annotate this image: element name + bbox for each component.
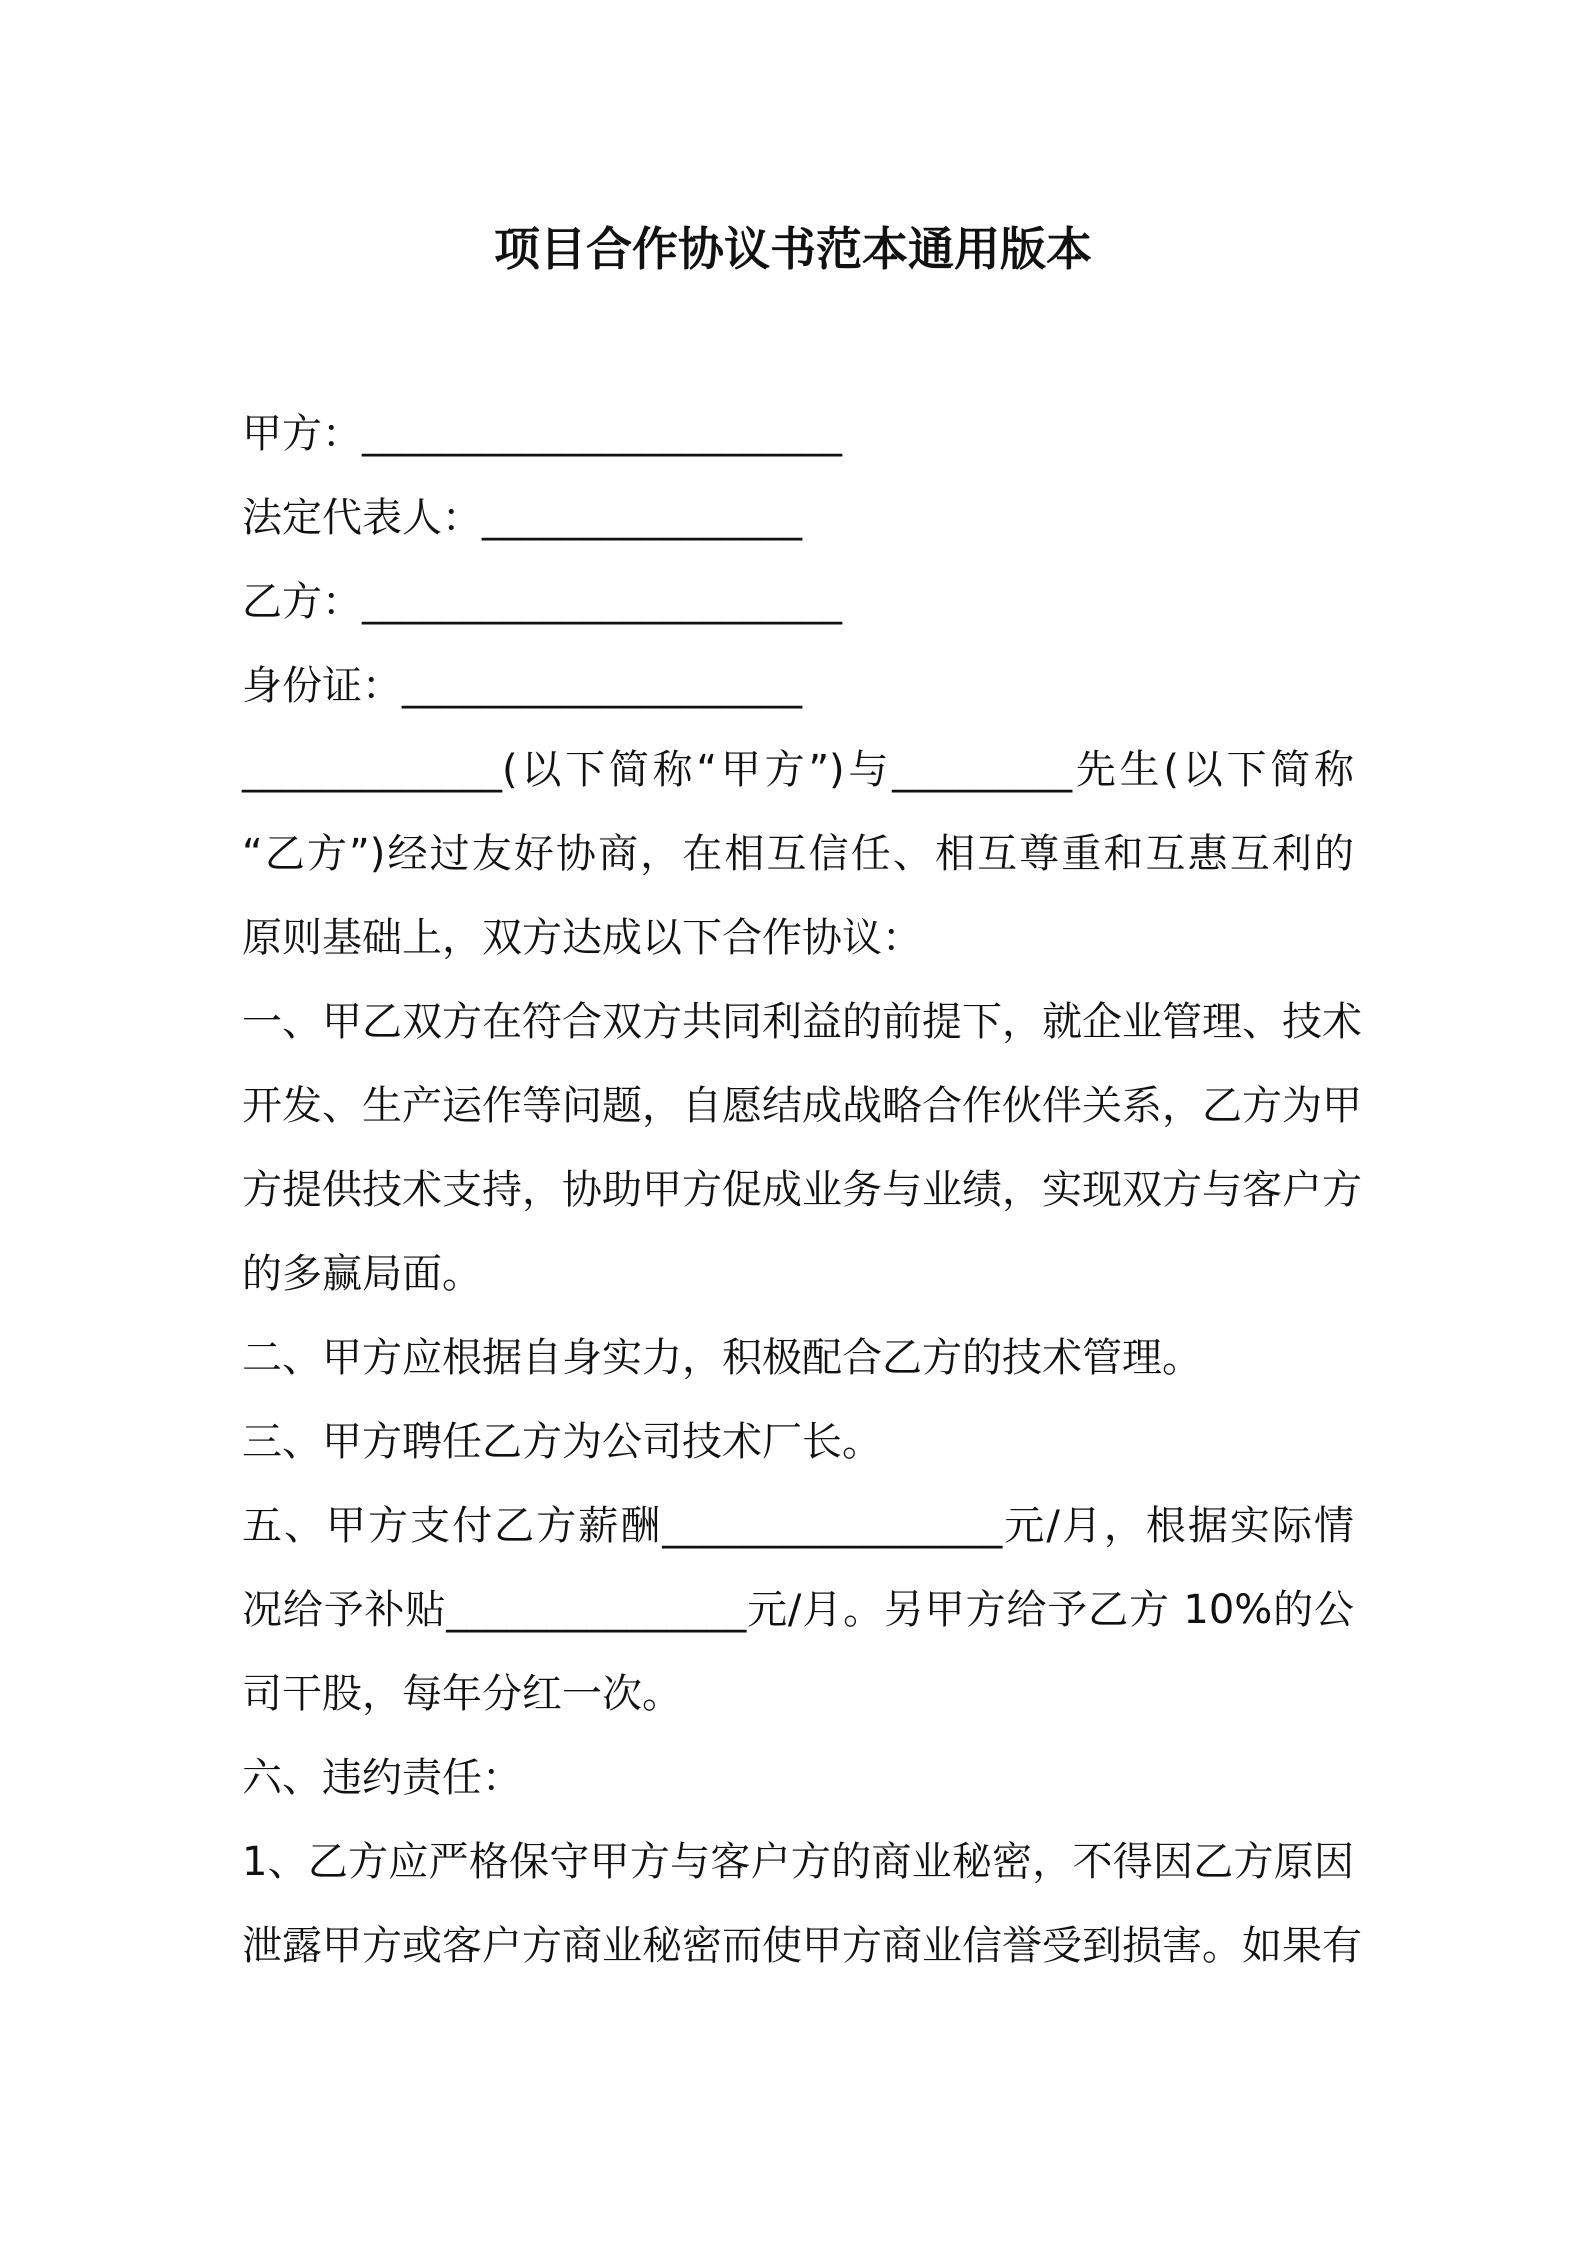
- document-title: 项目合作协议书范本通用版本: [494, 222, 1092, 276]
- party-b-line: 乙方：________________________: [242, 579, 842, 625]
- clause-line: 的多赢局面。: [242, 1251, 482, 1297]
- clause-line: 二、甲方应根据自身实力，积极配合乙方的技术管理。: [242, 1335, 1202, 1381]
- id-card-line: 身份证：____________________: [242, 663, 802, 709]
- section-heading: 六、违约责任：: [242, 1755, 522, 1801]
- clause-line: 开发、生产运作等问题，自愿结成战略合作伙伴关系，乙方为甲: [242, 1083, 1362, 1129]
- clause-line: 1、乙方应严格保守甲方与客户方的商业秘密，不得因乙方原因: [242, 1839, 1354, 1885]
- paragraph-line: “乙方”)经过友好协商，在相互信任、相互尊重和互惠互利的: [242, 831, 1354, 877]
- clause-line: 三、甲方聘任乙方为公司技术厂长。: [242, 1419, 882, 1465]
- party-a-line: 甲方：________________________: [242, 411, 842, 457]
- clause-line: 方提供技术支持，协助甲方促成业务与业绩，实现双方与客户方: [242, 1167, 1362, 1213]
- clause-line: 一、甲乙双方在符合双方共同利益的前提下，就企业管理、技术: [242, 999, 1362, 1045]
- clause-line: 司干股，每年分红一次。: [242, 1671, 682, 1717]
- paragraph-line: _____________(以下简称“甲方”)与_________先生(以下简称: [242, 747, 1354, 793]
- clause-line: 五、甲方支付乙方薪酬_________________元/月，根据实际情: [242, 1503, 1354, 1549]
- legal-representative-line: 法定代表人：________________: [242, 495, 802, 541]
- clause-line: 泄露甲方或客户方商业秘密而使甲方商业信誉受到损害。如果有: [242, 1923, 1362, 1969]
- clause-line: 况给予补贴_______________元/月。另甲方给予乙方 10%的公: [242, 1587, 1354, 1633]
- paragraph-line: 原则基础上，双方达成以下合作协议：: [242, 915, 922, 961]
